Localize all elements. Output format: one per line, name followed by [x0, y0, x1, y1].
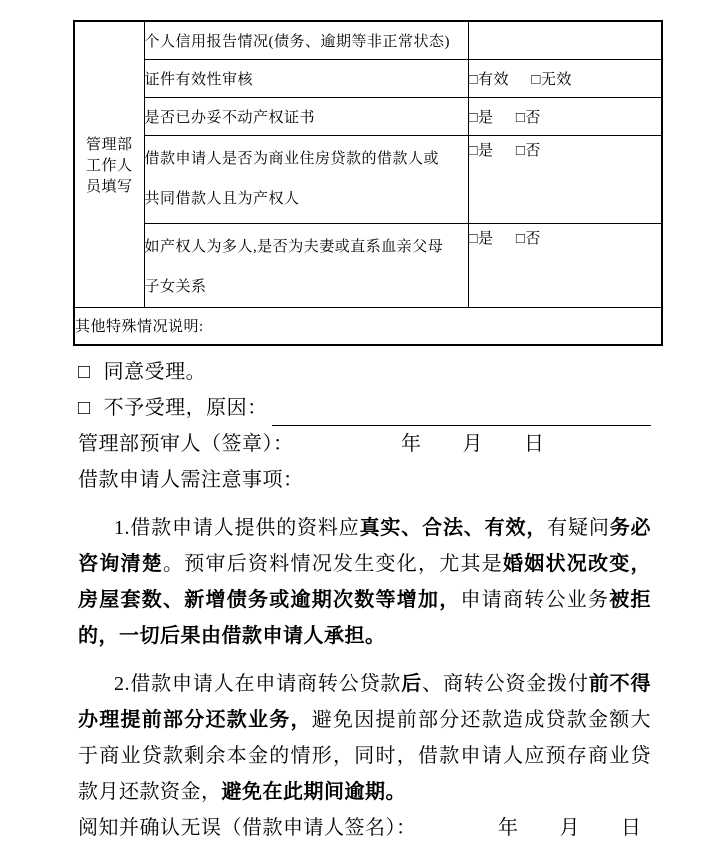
- p1-seg: 申请商转公业务: [460, 589, 610, 611]
- checkbox-option-no[interactable]: □否: [515, 109, 541, 126]
- table-row: [74, 135, 662, 223]
- table-row: [74, 21, 662, 59]
- p1-seg-bold: 婚姻状况改变，房屋套数、新增债务或逾期次数等增加，: [78, 553, 651, 611]
- credit-report-value-cell[interactable]: [468, 21, 662, 59]
- other-special-notes-cell[interactable]: 其他特殊情况说明:: [74, 307, 662, 345]
- p1-seg-bold: 被拒的，一切后果由借款申请人承担。: [78, 589, 651, 647]
- checkbox-option-yes[interactable]: □是: [468, 109, 494, 126]
- notes-title: 借款申请人需注意事项：: [78, 469, 304, 491]
- reviewer-label: 管理部预审人（签章）：: [78, 433, 294, 455]
- table-row: [74, 59, 662, 97]
- checkbox-option-invalid[interactable]: □无效: [531, 71, 572, 88]
- id-validity-label: [144, 59, 468, 97]
- staff-label-line: 员填写: [85, 178, 133, 195]
- acknowledgement-label: 阅知并确认无误（借款申请人签名）：: [78, 817, 417, 839]
- reviewer-signature-line: [78, 426, 651, 462]
- row-label-text: 是否已办妥不动产权证书: [144, 109, 316, 126]
- table-row: [74, 307, 662, 345]
- row-label-text: 个人信用报告情况(债务、逾期等非正常状态): [144, 33, 450, 50]
- borrower-owner-options: [468, 135, 662, 223]
- table-row: [74, 97, 662, 135]
- row-label-text: 证件有效性审核: [144, 71, 254, 88]
- checkbox-option-yes[interactable]: □是: [468, 230, 494, 247]
- staff-label-line: 工作人: [85, 157, 133, 174]
- multi-owner-relation-label: [144, 223, 468, 307]
- id-validity-options: [468, 59, 662, 97]
- form-body: [78, 354, 651, 846]
- reject-reason-blank[interactable]: [272, 398, 651, 426]
- row-label-text: 子女关系: [144, 278, 207, 295]
- acknowledgement-date-fields[interactable]: 年 月 日: [498, 817, 642, 839]
- accept-checkbox-icon[interactable]: □: [78, 361, 91, 383]
- checkbox-option-valid[interactable]: □有效: [468, 71, 510, 88]
- staff-label-line: 管理部: [85, 136, 133, 153]
- checkbox-option-no[interactable]: □否: [515, 142, 541, 159]
- reject-label: 不予受理，原因：: [103, 397, 268, 419]
- p2-seg-bold: 前不得办理提前部分还款业务，: [78, 673, 652, 731]
- form-page: [0, 20, 727, 867]
- notice-paragraph-1: [78, 510, 651, 654]
- acknowledgement-line: [78, 810, 651, 846]
- p2-seg: 2.借款申请人在申请商转公贷款: [114, 673, 402, 695]
- p2-seg-bold: 后: [401, 673, 423, 695]
- multi-owner-relation-options: [468, 223, 662, 307]
- accept-label: 同意受理。: [103, 361, 207, 383]
- property-cert-options: [468, 97, 662, 135]
- reject-checkbox-icon[interactable]: □: [78, 397, 91, 419]
- notice-paragraph-2: [78, 666, 651, 810]
- table-row: [74, 223, 662, 307]
- accept-option[interactable]: [78, 354, 651, 390]
- staff-fill-section-label: [74, 21, 144, 307]
- reviewer-date-fields[interactable]: 年 月 日: [401, 433, 545, 455]
- staff-review-table: [73, 20, 663, 346]
- p2-seg: 避免因提前部分还款造成贷款金额大于商业贷款剩余本金的情形，同时，借款申请人应预存商业贷款月还款资金，: [78, 709, 651, 803]
- p1-seg-bold: 务必咨询清楚: [78, 517, 652, 575]
- row-label-text: 如产权人为多人,是否为夫妻或直系血亲父母: [144, 238, 444, 255]
- checkbox-option-yes[interactable]: □是: [468, 142, 494, 159]
- reject-option[interactable]: [78, 390, 651, 426]
- p2-seg-bold: 避免在此期间逾期。: [221, 781, 406, 803]
- row-label-text: 借款申请人是否为商业住房贷款的借款人或: [144, 150, 440, 167]
- p1-seg-bold: 真实、合法、有效，: [359, 517, 548, 539]
- p1-seg: 1.借款申请人提供的资料应: [114, 517, 360, 539]
- p1-seg: 有疑问: [547, 517, 610, 539]
- p2-seg: 、商转公资金拨付: [422, 673, 589, 695]
- borrower-owner-label: [144, 135, 468, 223]
- row-label-text: 共同借款人且为产权人: [144, 190, 300, 207]
- property-cert-label: [144, 97, 468, 135]
- credit-report-label: [144, 21, 468, 59]
- p1-seg: 。预审后资料情况发生变化，尤其是: [163, 553, 503, 575]
- checkbox-option-no[interactable]: □否: [515, 230, 541, 247]
